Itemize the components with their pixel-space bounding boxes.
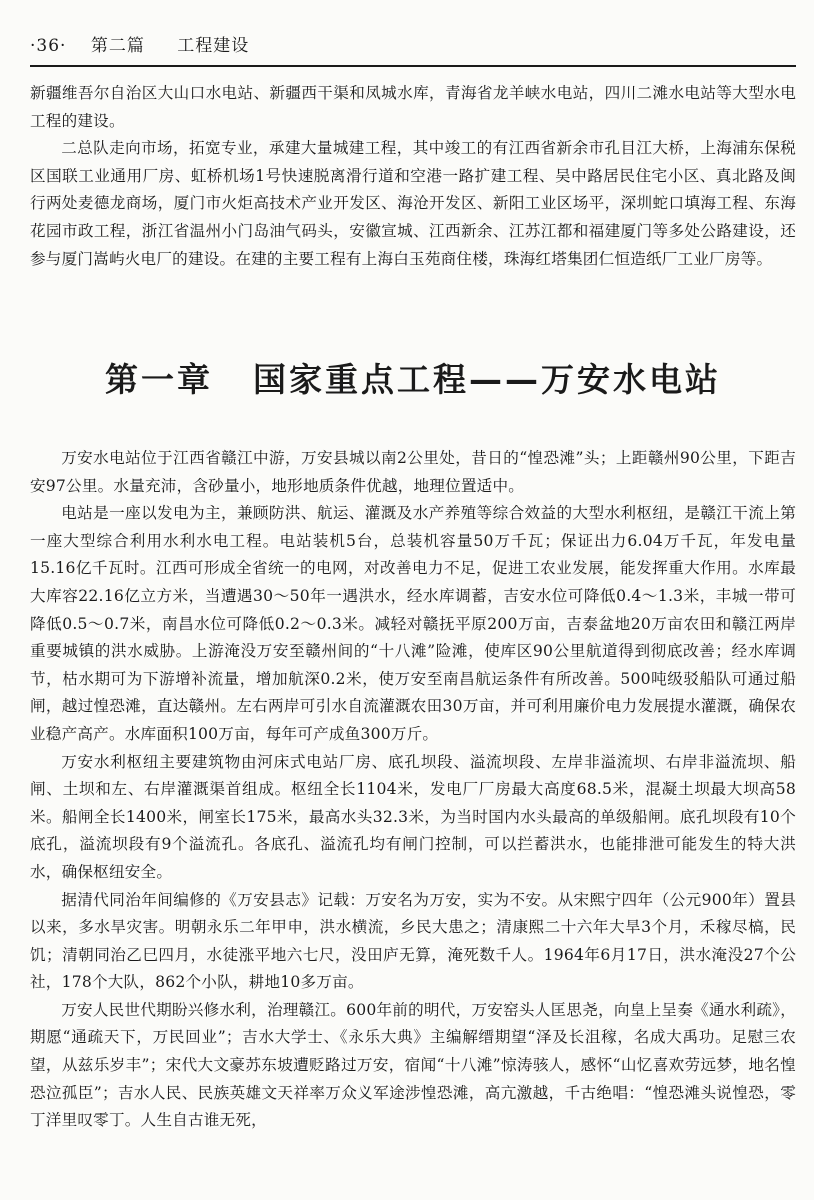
body-paragraph: 万安水电站位于江西省赣江中游，万安县城以南2公里处，昔日的“惶恐滩”头；上距赣州90公里，下距吉安97公里。水量充沛，含砂量小，地形地质条件优越，地理位置适中。 (30, 449, 796, 495)
body-paragraph: 万安人民世代期盼兴修水利，治理赣江。600年前的明代，万安窑头人匡思尧，向皇上呈奏《通水利疏》，期愿“通疏天下，万民回业”；吉水大学士、《永乐大典》主编解缙期望“泽及长沮稼，名成大禹功。足慰三农望，从兹乐岁丰”；宋代大文豪苏东坡遭贬路过万安，宿闻“十八滩”惊涛骇人，感怀“山忆喜欢劳远梦，地名惶恐泣孤臣”；吉水人民、民族英雄文天祥率万众义军途涉惶恐滩，高亢激越，千古绝唱：“惶恐滩头说惶恐，零丁洋里叹零丁。人生自古谁无死， (30, 1000, 796, 1130)
intro-paragraph-continued: 新疆维吾尔自治区大山口水电站、新疆西干渠和凤城水库，青海省龙羊峡水电站，四川二滩水电站等大型水电工程的建设。 (30, 84, 796, 130)
header-rule (30, 65, 796, 67)
body-paragraph: 电站是一座以发电为主，兼顾防洪、航运、灌溉及水产养殖等综合效益的大型水利枢纽，是赣江干流上第一座大型综合利用水利水电工程。电站装机5台，总装机容量50万千瓦；保证出力6.04万千瓦，年发电量15.16亿千瓦时。江西可形成全省统一的电网，对改善电力不足，促进工农业发展，能发挥重大作用。水库最大库容22.16亿立方米，当遭遇30～50年一遇洪水，经水库调蓄，吉安水位可降低0.4～1.3米，丰城一带可降低0.5～0.7米，南昌水位可降低0.2～0.3米。减轻对赣抚平原200万亩，吉泰盆地20万亩农田和赣江两岸重要城镇的洪水威胁。上游淹没万安至赣州间的“十八滩”险滩，使库区90公里航道得到彻底改善；经水库调节，枯水期可为下游增补流量，增加航深0.2米，使万安至南昌航运条件有所改善。500吨级驳船队可通过船闸，越过惶恐滩，直达赣州。左右两岸可引水自流灌溉农田30万亩，并可利用廉价电力发展提水灌溉，确保农业稳产高产。水库面积100万亩，每年可产成鱼300万斤。 (30, 504, 796, 743)
intro-paragraph: 二总队走向市场，拓宽专业，承建大量城建工程，其中竣工的有江西省新余市孔目江大桥，上海浦东保税区国联工业通用厂房、虹桥机场1号快速脱离滑行道和空港一路扩建工程、吴中路居民住宅小区、真北路及闽行两处麦德龙商场，厦门市火炬高技术产业开发区、海沧开发区、新阳工业区场平，深圳蛇口填海工程、东海花园市政工程，浙江省温州小门岛油气码头，安徽宣城、江西新余、江苏江都和福建厦门等多处公路建设，还参与厦门嵩屿火电厂的建设。在建的主要工程有上海白玉苑商住楼，珠海红塔集团仁恒造纸厂工业厂房等。 (30, 139, 796, 268)
chapter-title: 国家重点工程——万安水电站 (253, 360, 721, 399)
chapter-body (30, 445, 796, 1135)
running-header (30, 34, 790, 58)
chapter-number: 第一章 (105, 360, 213, 399)
section-title: 工程建设 (177, 36, 250, 56)
body-paragraph: 据清代同治年间编修的《万安县志》记载：万安名为万安，实为不安。从宋熙宁四年（公元900年）置县以来，多水旱灾害。明朝永乐二年甲申，洪水横流，乡民大患之；清康熙二十六年大旱3个月，禾稼尽槁，民饥；清朝同治乙巳四月，水徒涨平地六七尺，没田庐无算，淹死数千人。1964年6月17日，洪水淹没27个公社，178个大队，862个小队，耕地10多万亩。 (30, 890, 796, 992)
page-number: ·36· (30, 36, 67, 56)
part-title: 第二篇 (90, 36, 145, 56)
intro-text (30, 80, 796, 273)
chapter-heading (30, 352, 796, 408)
body-paragraph: 万安水利枢纽主要建筑物由河床式电站厂房、底孔坝段、溢流坝段、左岸非溢流坝、右岸非溢流坝、船闸、土坝和左、右岸灌溉渠首组成。枢纽全长1104米，发电厂厂房最大高度68.5米，混凝土坝最大坝高58米。船闸全长1400米，闸室长175米，最高水头32.3米，为当时国内水头最高的单级船闸。底孔坝段有10个底孔，溢流坝段有9个溢流孔。各底孔、溢流孔均有闸门控制，可以拦蓄洪水，也能排泄可能发生的特大洪水，确保枢纽安全。 (30, 752, 796, 881)
